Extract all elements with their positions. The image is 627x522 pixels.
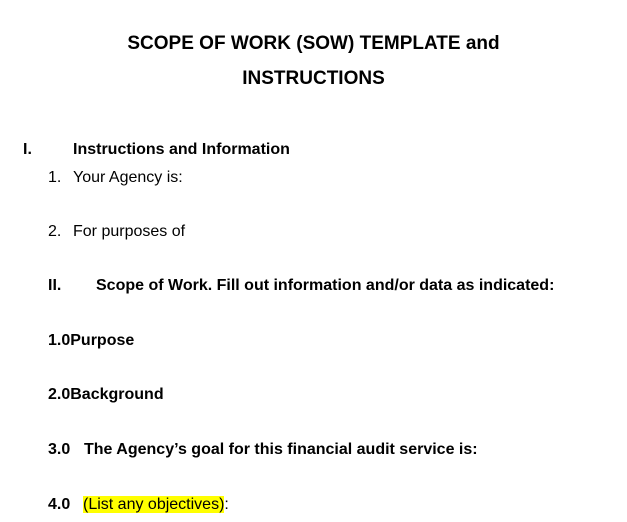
subsection-3-0-title: The Agency’s goal for this financial audit service is: <box>84 441 478 458</box>
subsection-2-0 <box>48 386 164 404</box>
objectives-colon: : <box>224 496 229 513</box>
list-item-1-text: Your Agency is: <box>73 169 183 186</box>
subsection-3-0 <box>48 441 478 459</box>
subsection-4-0-number: 4.0 <box>48 496 71 513</box>
section-1-numeral: I. <box>23 141 32 158</box>
subsection-3-0-number: 3.0 <box>48 441 71 458</box>
subsection-2-0-title: Background <box>70 386 164 403</box>
section-2-numeral: II. <box>48 277 62 294</box>
subsection-1-0-title: Purpose <box>70 332 135 349</box>
list-item-2 <box>48 223 186 241</box>
document-title-line-2: INSTRUCTIONS <box>242 68 385 89</box>
list-item-1-number: 1. <box>48 169 62 186</box>
section-2-heading: Scope of Work. Fill out information and/or data as indicated: <box>96 277 555 294</box>
list-item-1 <box>48 169 183 187</box>
subsection-2-0-number: 2.0 <box>48 386 71 403</box>
list-item-2-number: 2. <box>48 223 62 240</box>
subsection-1-0 <box>48 332 134 350</box>
subsection-1-0-number: 1.0 <box>48 332 71 349</box>
subsection-4-0 <box>48 496 229 514</box>
objectives-placeholder: (List any objectives) <box>83 496 225 513</box>
list-item-2-text: For purposes of <box>73 223 186 240</box>
section-1-heading: Instructions and Information <box>73 141 290 158</box>
document-title-line-1: SCOPE OF WORK (SOW) TEMPLATE and <box>127 33 500 54</box>
subsection-4-0-content <box>83 496 229 514</box>
